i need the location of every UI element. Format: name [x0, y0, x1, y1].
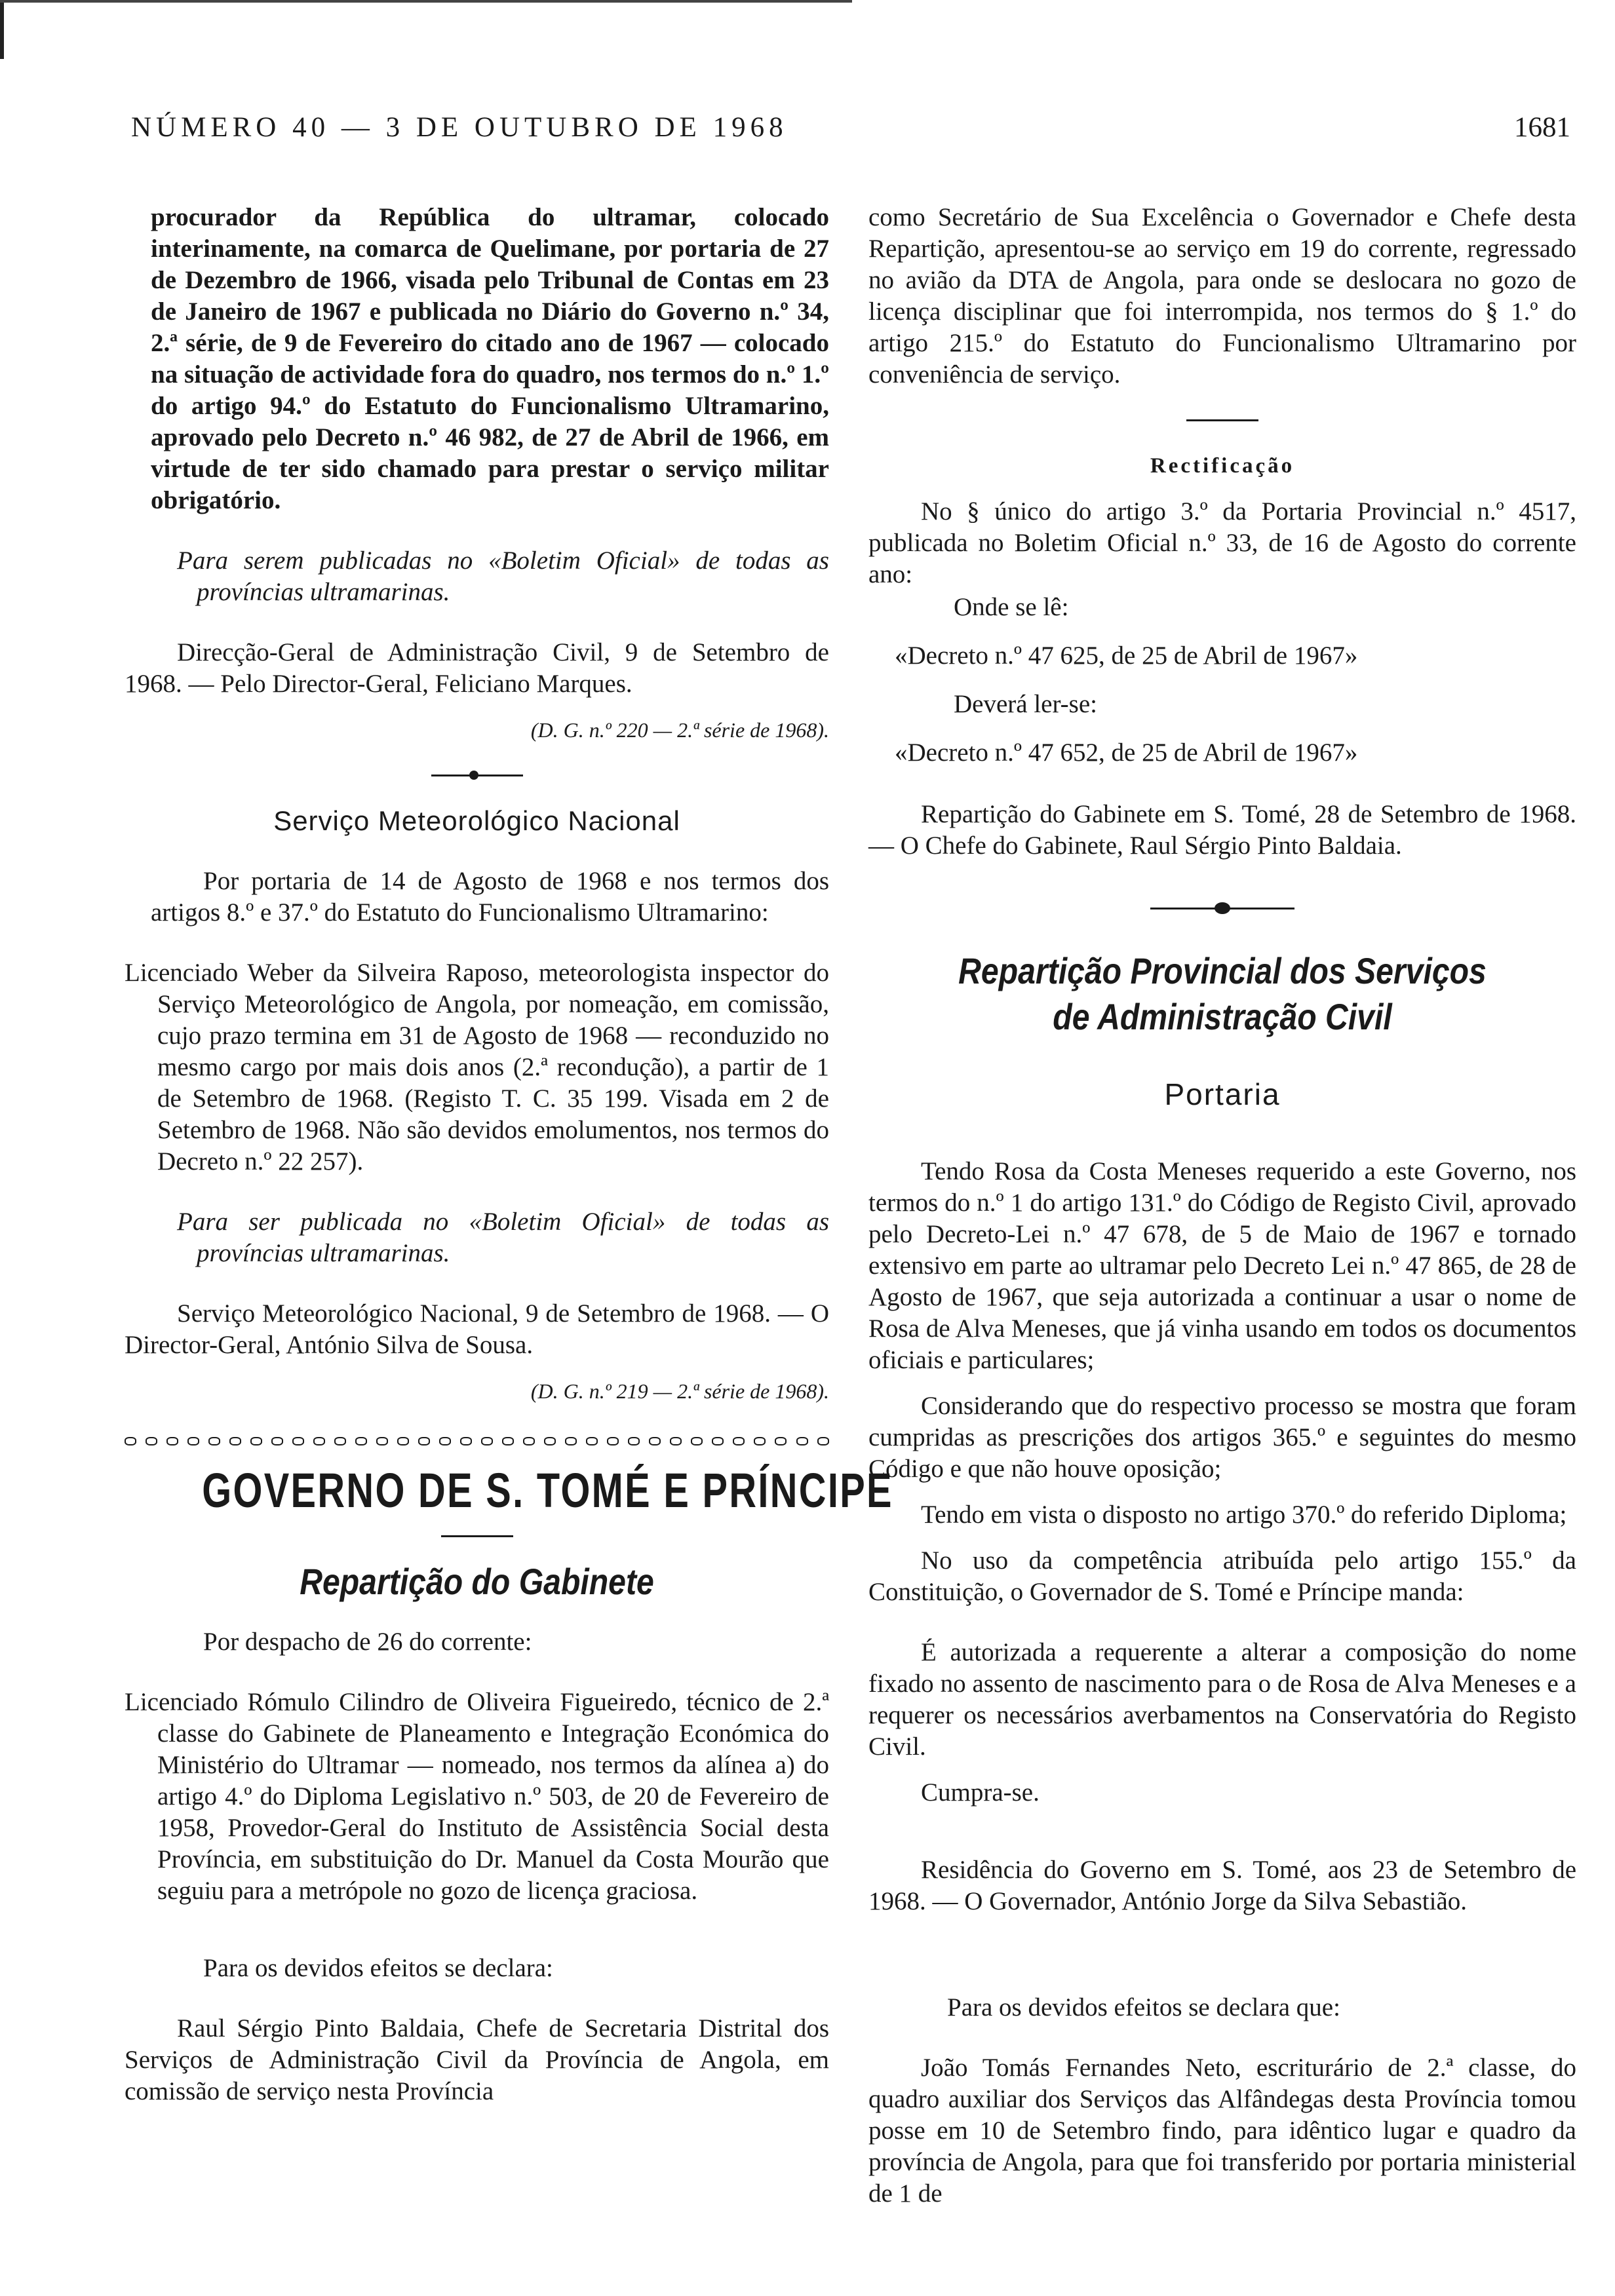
- signature-meteo: Serviço Meteorológico Nacional, 9 de Setembro de 1968. — O Director-Geral, António Silva de Sousa.: [125, 1299, 829, 1359]
- publication-note-1: Para serem publicadas no «Boletim Oficial» de todas as províncias ultramarinas.: [177, 546, 829, 606]
- provincial-office-heading-line2: de Administração Civil: [1053, 996, 1392, 1037]
- rectification-heading: Rectificação: [1150, 454, 1295, 478]
- correct-decree: «Decreto n.º 47 652, de 25 de Abril de 1967»: [895, 738, 1358, 767]
- declaration-intro: Para os devidos efeitos se declara:: [203, 1954, 553, 1982]
- section-divider: [431, 775, 523, 776]
- raul-paragraph: Raul Sérgio Pinto Baldaia, Chefe de Secretaria Distrital dos Serviços de Administração Civil da Província de Angola, em comissão de serviço nesta Província: [125, 2014, 829, 2105]
- left-column: [125, 202, 893, 2107]
- meteorological-service-heading: Serviço Meteorológico Nacional: [273, 805, 680, 836]
- section-divider-ornament: [1150, 908, 1294, 909]
- citation-dg-219: (D. G. n.º 219 — 2.ª série de 1968).: [530, 1379, 829, 1403]
- wrong-decree: «Decreto n.º 47 625, de 25 de Abril de 1967»: [895, 641, 1358, 670]
- issue-header: NÚMERO 40 — 3 DE OUTUBRO DE 1968: [131, 112, 788, 143]
- government-heading: GOVERNO DE S. TOMÉ E PRÍNCIPE: [202, 1463, 893, 1518]
- signature-rectification: Repartição do Gabinete em S. Tomé, 28 de Setembro de 1968. — O Chefe do Gabinete, Raul Sérgio Pinto Baldaia.: [868, 800, 1576, 860]
- rectification-body: No § único do artigo 3.º da Portaria Provincial n.º 4517, publicada no Boletim Oficial n.º 33, de 16 de Agosto do corrente ano:: [868, 497, 1576, 588]
- cabinet-heading: Repartição do Gabinete: [300, 1561, 654, 1602]
- portaria-paragraph-1: Tendo Rosa da Costa Meneses requerido a este Governo, nos termos do n.º 1 do artigo 131.º do Código de Registo Civil, aprovado pelo Decreto-Lei n.º 47 678, de 5 de Maio de 1967 e tornado extensivo em parte ao ultramar pelo Decreto Lei n.º 47 865, de 28 de Agosto de 1967, que seja autorizada a continuar a usar o nome de Rosa de Alva Meneses, que já vinha usando em todos os documentos oficiais e particulares;: [868, 1157, 1576, 1374]
- portaria-paragraph-5: É autorizada a requerente a alterar a composição do nome fixado no assento de nascimento para o de Rosa de Alva Meneses e a requerer os necessários averbamentos na Conservatória do Registo Civil.: [868, 1638, 1576, 1761]
- citation-dg-220: (D. G. n.º 220 — 2.ª série de 1968).: [530, 718, 829, 742]
- declaration-intro-right: Para os devidos efeitos se declara que:: [947, 1993, 1340, 2021]
- onde-se-le: Onde se lê:: [954, 593, 1069, 621]
- secretary-paragraph: como Secretário de Sua Excelência o Governador e Chefe desta Repartição, apresentou-se ao serviço em 19 do corrente, regressado no avião da DTA de Angola, para onde se deslocara no gozo de licença disciplinar que foi interrompida, nos termos do § 1.º do artigo 215.º do Estatuto do Funcionalismo Ultramarino por conveniência de serviço.: [868, 203, 1576, 389]
- page-number: 1681: [1514, 112, 1570, 143]
- devera-ler-se: Deverá ler-se:: [954, 690, 1097, 718]
- scan-top-edge: [0, 0, 852, 3]
- portaria-paragraph-3: Tendo em vista o disposto no artigo 370.º do referido Diploma;: [921, 1501, 1567, 1529]
- cabinet-intro: Por despacho de 26 do corrente:: [203, 1628, 532, 1656]
- joao-paragraph: João Tomás Fernandes Neto, escriturário de 2.ª classe, do quadro auxiliar dos Serviços das Alfândegas desta Província tomou posse em 10 de Setembro findo, para idêntico lugar e quadro da província de Angola, para que foi transferido por portaria ministerial de 1 de: [868, 2054, 1576, 2208]
- signature-direccao-geral: Direcção-Geral de Administração Civil, 9 de Setembro de 1968. — Pelo Director-Geral, Feliciano Marques.: [125, 638, 829, 698]
- portaria-paragraph-4: No uso da competência atribuída pelo artigo 155.º da Constituição, o Governador de S. Tomé e Príncipe manda:: [868, 1546, 1576, 1606]
- cumpra-se: Cumpra-se.: [921, 1778, 1040, 1807]
- signature-governor: Residência do Governo em S. Tomé, aos 23 de Setembro de 1968. — O Governador, António Jorge da Silva Sebastião.: [868, 1856, 1576, 1915]
- meteo-body: Licenciado Weber da Silveira Raposo, meteorologista inspector do Serviço Meteorológico de Angola, por nomeação, em comissão, cujo prazo termina em 31 de Agosto de 1968 — reconduzido no mesmo cargo por mais dois anos (2.ª recondução), a partir de 1 de Setembro de 1968. (Registo T. C. 35 199. Visada em 2 de Setembro de 1968. Não são devidos emolumentos, nos termos do Decreto n.º 22 257).: [125, 959, 829, 1176]
- ornamental-border: [125, 1436, 829, 1446]
- scan-edge-mark: [0, 0, 4, 59]
- running-header: [131, 111, 1570, 151]
- right-column: [868, 202, 1576, 2210]
- publication-note-2: Para ser publicada no «Boletim Oficial» de todas as províncias ultramarinas.: [177, 1208, 829, 1267]
- meteo-intro: Por portaria de 14 de Agosto de 1968 e nos termos dos artigos 8.º e 37.º do Estatuto do Funcionalismo Ultramarino:: [151, 867, 829, 927]
- procurador-paragraph: procurador da República do ultramar, colocado interinamente, na comarca de Quelimane, por portaria de 27 de Dezembro de 1966, visada pelo Tribunal de Contas em 23 de Janeiro de 1967 e publicada no Diário do Governo n.º 34, 2.ª série, de 9 de Fevereiro do citado ano de 1967 — colocado na situação de actividade fora do quadro, nos termos do n.º 1.º do artigo 94.º do Estatuto do Funcionalismo Ultramarino, aprovado pelo Decreto n.º 46 982, de 27 de Abril de 1966, em virtude de ter sido chamado para prestar o serviço militar obrigatório.: [151, 203, 829, 514]
- provincial-office-heading-line1: Repartição Provincial dos Serviços: [958, 950, 1487, 991]
- cabinet-body: Licenciado Rómulo Cilindro de Oliveira Figueiredo, técnico de 2.ª classe do Gabinete de Planeamento e Integração Económica do Ministério do Ultramar — nomeado, nos termos da alínea a) do artigo 4.º do Diploma Legislativo n.º 503, de 20 de Fevereiro de 1958, Provedor-Geral do Instituto de Assistência Social desta Província, em substituição do Dr. Manuel da Costa Mourão que seguiu para a metrópole no gozo de licença graciosa.: [125, 1688, 829, 1905]
- portaria-heading: Portaria: [1164, 1077, 1281, 1111]
- portaria-paragraph-2: Considerando que do respectivo processo se mostra que foram cumpridas as prescrições dos artigos 365.º e seguintes do mesmo Código e que não houve oposição;: [868, 1392, 1576, 1483]
